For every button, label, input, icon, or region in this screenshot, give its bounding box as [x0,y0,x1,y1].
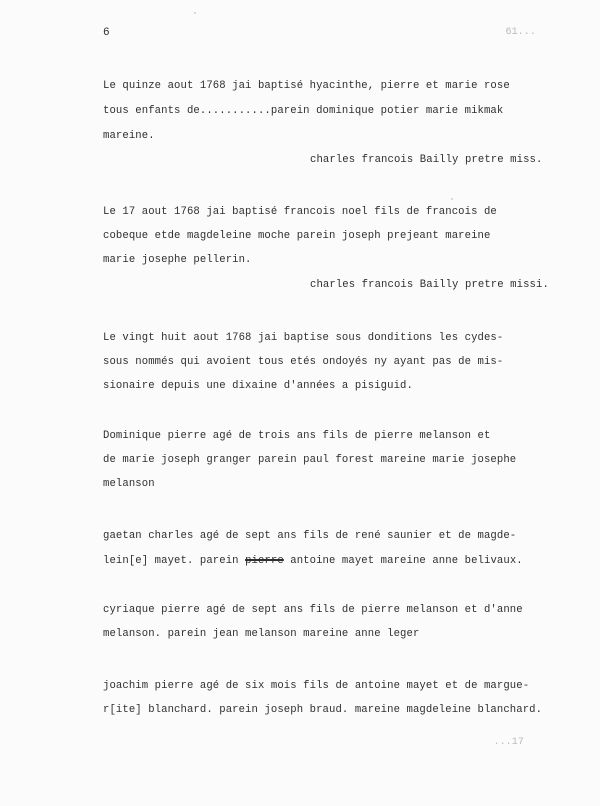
entry-1-line-2: tous enfants de...........parein dominique potier marie mikmak [103,105,504,117]
entry-2-line-3: marie josephe pellerin. [103,254,252,266]
paper-speck [451,198,453,200]
page-number: 6 [103,27,110,39]
entry-7-line-2: r[ite] blanchard. parein joseph braud. mareine magdeleine blanchard. [103,704,543,716]
entry-3-line-3: sionaire depuis une dixaine d'années a pisiguid. [103,380,413,392]
entry-6-line-2: melanson. parein jean melanson mareine anne leger [103,628,420,640]
entry-1-line-3: mareine. [103,130,155,142]
struck-word: pierre [245,555,284,567]
entry-5-line-2-after: antoine mayet mareine anne belivaux. [283,555,523,567]
entry-7-line-1: joachim pierre agé de six mois fils de antoine mayet et de margue- [103,680,530,692]
entry-1-line-1: Le quinze aout 1768 jai baptisé hyacinthe, pierre et marie rose [103,80,510,92]
entry-3-line-1: Le vingt huit aout 1768 jai baptise sous donditions les cydes- [103,332,504,344]
entry-4-line-1: Dominique pierre agé de trois ans fils de pierre melanson et [103,430,491,442]
entry-3-line-2: sous nommés qui avoient tous etés ondoyés ny ayant pas de mis- [103,356,504,368]
paper-speck [194,12,196,14]
entry-5-line-2 [103,554,523,568]
entry-6-line-1: cyriaque pierre agé de sept ans fils de pierre melanson et d'anne [103,604,523,616]
entry-2-line-1: Le 17 aout 1768 jai baptisé francois noel fils de francois de [103,206,497,218]
entry-2-signature: charles francois Bailly pretre missi. [310,279,549,291]
entry-2-line-2: cobeque etde magdeleine moche parein joseph prejeant mareine [103,230,491,242]
entry-4-line-2: de marie joseph granger parein paul forest mareine marie josephe [103,454,517,466]
entry-4-line-3: melanson [103,478,155,490]
entry-5-line-2-before: lein[e] mayet. parein [103,555,246,567]
entry-1-signature: charles francois Bailly pretre miss. [310,154,543,166]
folio-mark: 61... [505,27,536,38]
entry-5-line-1: gaetan charles agé de sept ans fils de rené saunier et de magde- [103,530,517,542]
continuation-mark: ...17 [493,737,524,748]
